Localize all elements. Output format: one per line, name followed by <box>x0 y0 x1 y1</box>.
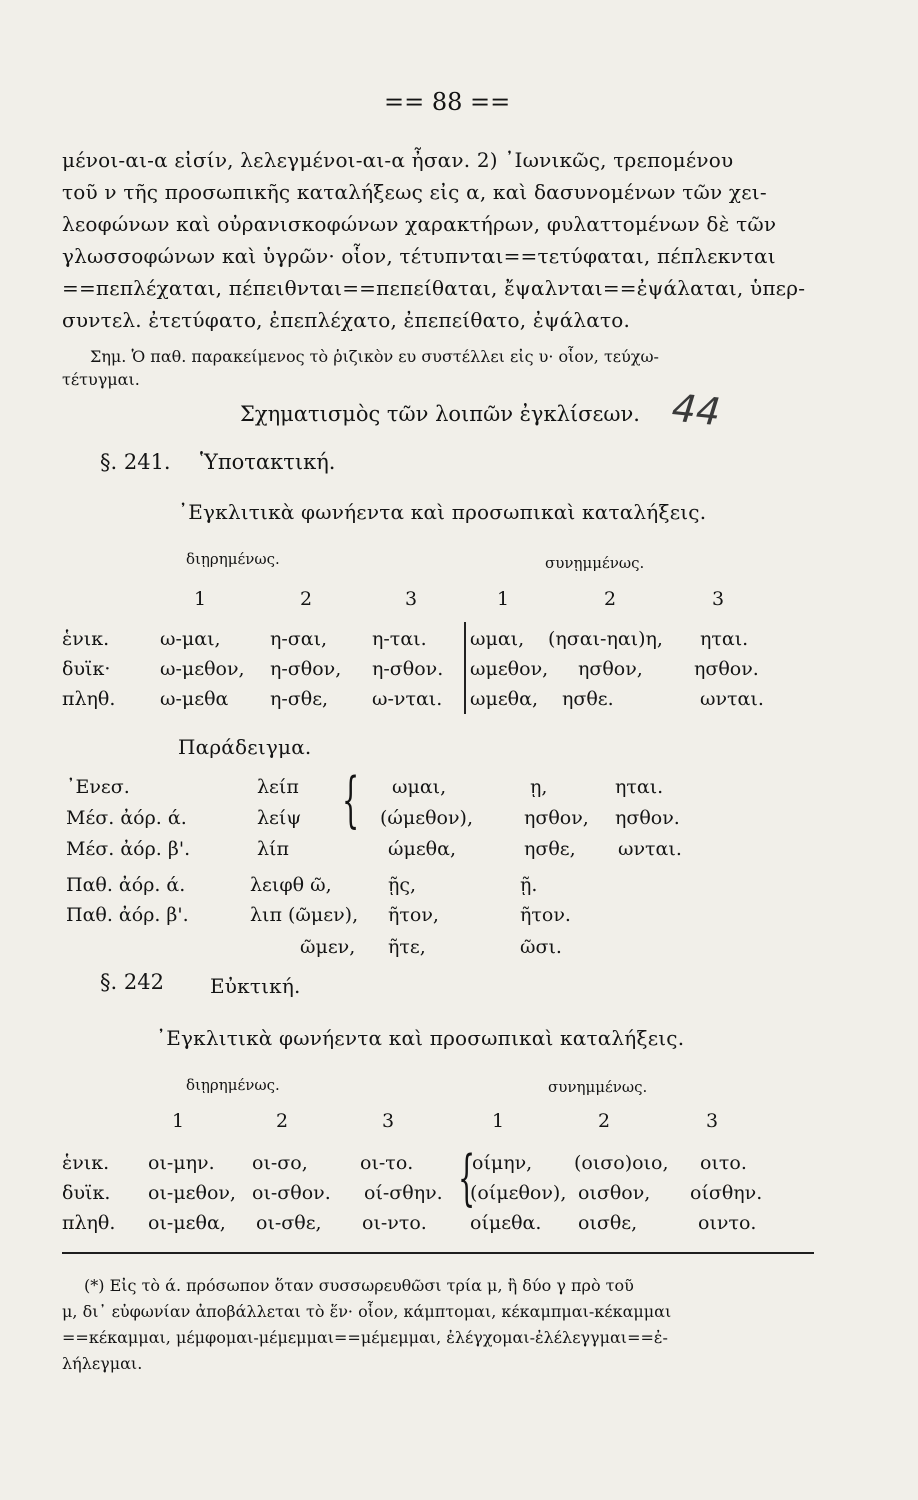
s242-person-3: 3 <box>382 1110 395 1132</box>
ex-1-c3: ηται. <box>615 776 664 798</box>
ex-4-c2: ῇ. <box>520 874 538 896</box>
note-line-1: Σημ. Ὁ παθ. παρακείμενος τὸ ῥιζικὸν ευ συστέλλει εἰς υ· οἷον, τεύχω- <box>90 347 659 366</box>
ex-2-c1: (ώμεθον), <box>380 807 473 829</box>
s241-row-1-c2: η-σαι, <box>270 628 328 650</box>
s242-row-2-c4: (οίμεθον), <box>470 1182 567 1204</box>
footnote-line-2: μ, δι᾿ εὐφωνίαν ἀποβάλλεται τὸ ἕν· οἷον, κάμπτομαι, κέκαμπμαι-κέκαμμαι <box>62 1302 672 1321</box>
ex-2-c3: ησθον. <box>615 807 680 829</box>
s241-row-1-c3: η-ται. <box>372 628 427 650</box>
s242-row-3-label: πληθ. <box>62 1212 116 1234</box>
ex-5-c1: ῆτον, <box>388 904 439 926</box>
s241-row-3-c2: η-σθε, <box>270 688 329 710</box>
s241-row-2-c1: ω-μεθον, <box>160 658 245 680</box>
note-line-2: τέτυγμαι. <box>62 370 140 389</box>
ex-6-stem: ῶμεν, <box>300 936 356 958</box>
s242-row-1-c6: οιτο. <box>700 1152 747 1174</box>
ex-1-c1: ωμαι, <box>392 776 447 798</box>
section-242-left-group: διῃρημένως. <box>186 1076 280 1094</box>
heading-main: Σχηματισμὸς τῶν λοιπῶν ἐγκλίσεων. <box>240 402 640 426</box>
page-number: == 88 == <box>384 88 511 116</box>
s241-person-4: 1 <box>497 588 510 610</box>
footnote-line-1: (*) Εἰς τὸ ά. πρόσωπον ὅταν συσσωρευθῶσι τρία μ, ἢ δύο γ πρὸ τοῦ <box>84 1276 634 1295</box>
example-brace: { <box>342 765 360 835</box>
s241-row-2-c2: η-σθον, <box>270 658 342 680</box>
ex-4-label: Παθ. ἀόρ. ά. <box>66 874 186 896</box>
section-241-right-group: συνῃμμένως. <box>545 554 645 572</box>
s242-row-2-c2: οι-σθον. <box>252 1182 331 1204</box>
s241-row-2-c6: ησθον. <box>694 658 759 680</box>
body-line-3: λεοφώνων καὶ οὐρανισκοφώνων χαρακτήρων, φυλαττομένων δὲ τῶν <box>62 212 777 236</box>
ex-3-stem: λίπ <box>257 838 289 860</box>
s241-row-1-c5: (ησαι-ηαι)η, <box>548 628 663 650</box>
s242-row-1-c2: οι-σο, <box>252 1152 308 1174</box>
ex-5-c2: ῆτον. <box>520 904 571 926</box>
section-242-title: Εὐκτική. <box>210 974 301 998</box>
s242-row-3-c1: οι-μεθα, <box>148 1212 226 1234</box>
ex-1-c2: ῃ, <box>530 776 548 798</box>
ex-2-label: Μέσ. ἀόρ. ά. <box>66 807 187 829</box>
ex-5-label: Παθ. ἀόρ. β'. <box>66 904 189 926</box>
ex-1-stem: λείπ <box>257 776 299 798</box>
s241-row-2-label: δυϊκ· <box>62 658 111 680</box>
s241-person-2: 2 <box>300 588 313 610</box>
s242-row-1-c1: οι-μην. <box>148 1152 215 1174</box>
s241-row-2-c3: η-σθον. <box>372 658 444 680</box>
s241-row-3-c4: ωμεθα, <box>470 688 538 710</box>
s241-person-5: 2 <box>604 588 617 610</box>
s241-person-3: 3 <box>405 588 418 610</box>
s241-row-1-c4: ωμαι, <box>470 628 525 650</box>
s242-person-2: 2 <box>276 1110 289 1132</box>
handwritten-mark: 44 <box>669 385 723 435</box>
ex-2-stem: λείψ <box>257 807 302 829</box>
ex-3-c3: ωνται. <box>618 838 682 860</box>
s241-row-3-label: πληθ. <box>62 688 116 710</box>
ex-6-c1: ῆτε, <box>388 936 426 958</box>
section-241-subtitle: ᾿Εγκλιτικὰ φωνήεντα καὶ προσωπικαὶ καταλήξεις. <box>178 500 707 524</box>
section-241-number: §. 241. <box>100 450 171 474</box>
ex-1-label: ᾿Ενεσ. <box>66 776 130 798</box>
s241-row-3-c1: ω-μεθα <box>160 688 229 710</box>
s242-row-3-c6: οιντο. <box>698 1212 757 1234</box>
s241-row-3-c6: ωνται. <box>700 688 764 710</box>
s242-brace: { <box>458 1143 476 1213</box>
s241-row-2-c5: ησθον, <box>578 658 643 680</box>
body-line-6: συντελ. ἐτετύφατο, ἐπεπλέχατο, ἐπεπείθατο, ἐψάλατο. <box>62 308 631 332</box>
ex-3-c1: ώμεθα, <box>388 838 456 860</box>
body-line-2: τοῦ ν τῆς προσωπικῆς καταλήξεως εἰς α, καὶ δασυνομένων τῶν χει- <box>62 180 767 204</box>
example-title: Παράδειγμα. <box>178 735 312 759</box>
ex-3-label: Μέσ. ἀόρ. β'. <box>66 838 191 860</box>
s242-person-5: 2 <box>598 1110 611 1132</box>
section-242-number: §. 242 <box>100 970 164 994</box>
body-line-1: μένοι-αι-α εἰσίν, λελεγμένοι-αι-α ἦσαν. 2) ᾿Ιωνικῶς, τρεπομένου <box>62 148 734 172</box>
table-divider <box>464 622 466 714</box>
ex-5-stem: λιπ (ῶμεν), <box>250 904 359 926</box>
body-line-4: γλωσσοφώνων καὶ ὑγρῶν· οἷον, τέτυπνται==τετύφαται, πέπλεκνται <box>62 244 776 268</box>
s241-row-1-c1: ω-μαι, <box>160 628 221 650</box>
s242-row-1-c4: οίμην, <box>472 1152 533 1174</box>
ex-4-c1: ῇς, <box>388 874 417 896</box>
section-241-title: Ὑποτακτική. <box>200 450 336 474</box>
ex-4-stem: λειφθ ῶ, <box>250 874 332 896</box>
s241-row-2-c4: ωμεθον, <box>470 658 549 680</box>
s242-row-2-c5: οισθον, <box>578 1182 651 1204</box>
s242-row-2-c1: οι-μεθον, <box>148 1182 236 1204</box>
s242-person-6: 3 <box>706 1110 719 1132</box>
ex-2-c2: ησθον, <box>524 807 589 829</box>
s242-row-1-label: ἑνικ. <box>62 1152 110 1174</box>
ex-6-c2: ῶσι. <box>520 936 562 958</box>
section-241-left-group: διῃρημένως. <box>186 550 280 568</box>
s242-row-3-c5: οισθε, <box>578 1212 638 1234</box>
s242-row-3-c2: οι-σθε, <box>256 1212 322 1234</box>
ex-3-c2: ησθε, <box>524 838 576 860</box>
s241-row-3-c5: ησθε. <box>562 688 614 710</box>
s242-row-2-label: δυϊκ. <box>62 1182 111 1204</box>
s241-row-1-c6: ηται. <box>700 628 749 650</box>
s242-row-1-c3: οι-το. <box>360 1152 414 1174</box>
footnote-line-4: λήλεγμαι. <box>62 1354 143 1373</box>
s242-row-3-c4: οίμεθα. <box>470 1212 542 1234</box>
s242-row-2-c6: οίσθην. <box>690 1182 763 1204</box>
s242-person-4: 1 <box>492 1110 505 1132</box>
section-242-subtitle: ᾿Εγκλιτικὰ φωνήεντα καὶ προσωπικαὶ καταλήξεις. <box>156 1026 685 1050</box>
s241-person-6: 3 <box>712 588 725 610</box>
s241-person-1: 1 <box>194 588 207 610</box>
s242-row-1-c5: (οισο)οιο, <box>574 1152 669 1174</box>
s241-row-3-c3: ω-νται. <box>372 688 443 710</box>
section-242-right-group: συνημμένως. <box>548 1078 648 1096</box>
s242-row-2-c3: οί-σθην. <box>364 1182 443 1204</box>
s242-row-3-c3: οι-ντο. <box>362 1212 427 1234</box>
s242-person-1: 1 <box>172 1110 185 1132</box>
s241-row-1-label: ἑνικ. <box>62 628 110 650</box>
footnote-rule <box>62 1252 814 1254</box>
footnote-line-3: ==κέκαμμαι, μέμφομαι-μέμεμμαι==μέμεμμαι, ἐλέγχομαι-ἐλέλεγγμαι==ἐ- <box>62 1328 668 1347</box>
body-line-5: ==πεπλέχαται, πέπειθνται==πεπείθαται, ἔψαλνται==ἐψάλαται, ὑπερ- <box>62 276 806 300</box>
